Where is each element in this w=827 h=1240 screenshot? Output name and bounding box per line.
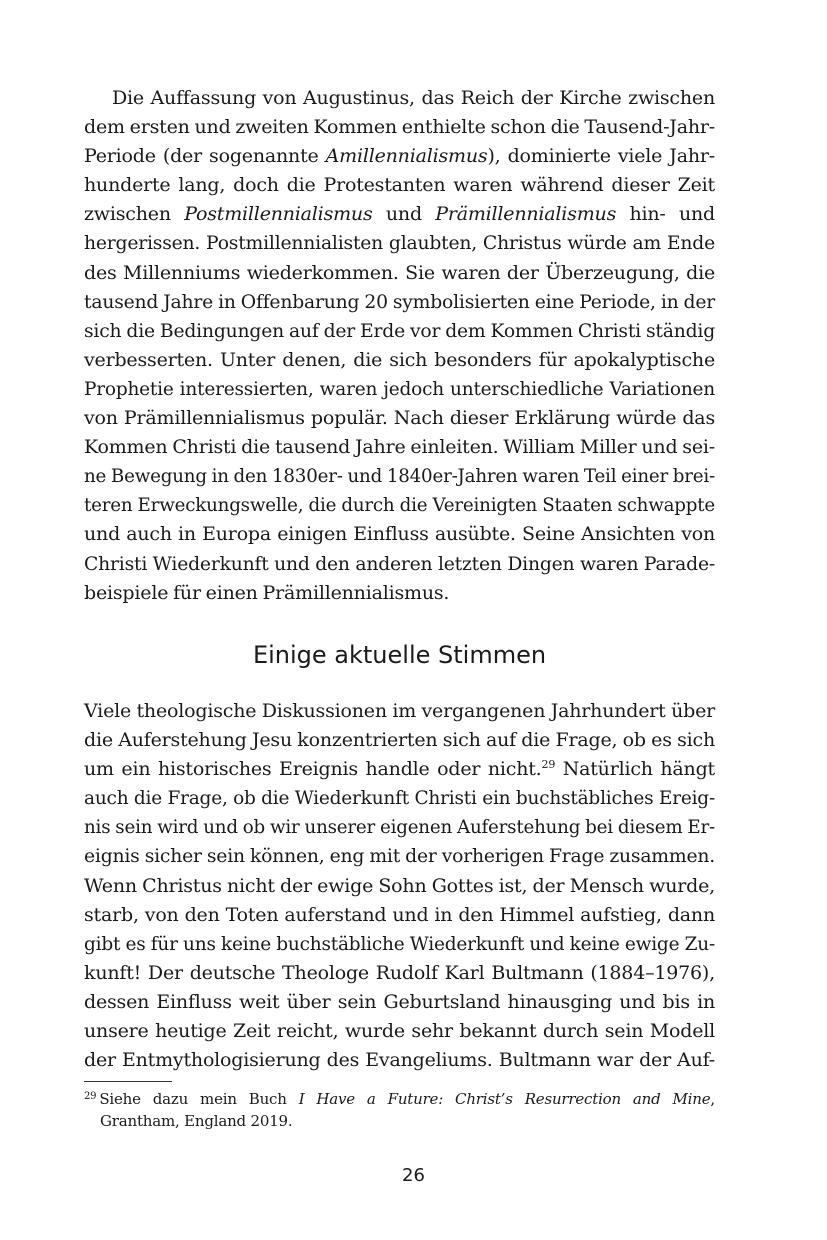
text-line: Prophetie interessierten, waren jedoch unterschiedliche Variationen [84,378,715,400]
text-line: Christi Wiederkunft und den anderen letzten Dingen waren Parade- [84,553,715,575]
text-line: Viele theologische Diskussionen im vergangenen Jahrhundert über [84,700,715,722]
text-line: Kommen Christi die tausend Jahre einleiten. William Miller und sei- [84,436,715,459]
text-line: eignis sicher sein können, eng mit der vorherigen Frage zusammen. [84,846,715,868]
text-line: ne Bewegung in den 1830er- und 1840er-Jahren waren Teil einer brei- [84,466,715,488]
text-line: gibt es für uns keine buchstäbliche Wiederkunft und keine ewige Zu- [84,933,715,955]
text-line: tausend Jahre in Offenbarung 20 symbolisierten eine Periode, in der [84,291,715,313]
footnote-divider [84,1081,172,1082]
footnote-reference[interactable]: 29 [541,758,556,772]
footnote [84,1088,715,1132]
text-line: unsere heutige Zeit reicht, wurde sehr bekannt durch sein Modell [84,1020,715,1043]
text-line: teren Erweckungswelle, die durch die Vereinigten Staaten schwappte [84,495,715,517]
text-line: von Prämillennialismus populär. Nach dieser Erklärung würde das [84,407,715,430]
paragraph-augustinus [84,84,715,608]
text-line: Periode (der sogenannte Amillennialismus), dominierte viele Jahr- [84,145,715,168]
text-line: und auch in Europa einigen Einfluss ausübte. Seine Ansichten von [84,523,715,546]
text-line: der Entmythologisierung des Evangeliums. Bultmann war der Auf- [84,1049,715,1072]
text-line: zwischen Postmillennialismus und Prämillennialismus hin- und [84,203,716,226]
text-line: des Millenniums wiederkommen. Sie waren der Überzeugung, die [84,261,715,284]
term-postmillennialismus: Postmillennialismus [184,203,373,226]
page-number: 26 [402,1165,425,1186]
term-amillennialismus: Amillennialismus [325,145,488,168]
text-line: um ein historisches Ereignis handle oder nicht.$^{29}$ Natürlich hängt [84,758,715,781]
text-line: hunderte lang, doch die Protestanten waren während dieser Zeit [84,174,715,197]
footnote-number: 29 [84,1091,97,1102]
text-line: die Auferstehung Jesu konzentrierten sich auf die Frage, ob es sich [84,729,715,752]
text-line: nis sein wird und ob wir unserer eigenen Auferstehung bei diesem Er- [84,817,715,839]
text-line: verbesserten. Unter denen, die sich besonders für apokalyptische [84,348,715,371]
text-line: Die Auffassung von Augustinus, das Reich der Kirche zwischen [112,87,715,109]
footnote-line: $^{29}$ Siehe dazu mein Buch I Have a Future: Christ’s Resurrection and Mine, [84,1090,715,1108]
text-line: beispiele für einen Prämillennialismus. [84,581,450,604]
text-line: starb, von den Toten auferstand und in den Himmel aufstieg, dann [84,903,715,926]
paragraph-stimmen [84,697,715,1075]
section-heading: Einige aktuelle Stimmen [252,641,547,669]
text-line: Wenn Christus nicht der ewige Sohn Gottes ist, der Mensch wurde, [84,874,715,897]
text-line: sich die Bedingungen auf der Erde vor dem Kommen Christi ständig [84,320,715,342]
text-line: auch die Frage, ob die Wiederkunft Christi ein buchstäbliches Ereig- [84,788,715,810]
term-praemillennialismus: Prämillennialismus [435,203,617,226]
footnote-line: Grantham, England 2019. [100,1112,293,1130]
text-line: kunft! Der deutsche Theologe Rudolf Karl Bultmann (1884–1976), [84,961,715,984]
text-line: hergerissen. Postmillennialisten glaubten, Christus würde am Ende [84,233,715,255]
text-line: dessen Einfluss weit über sein Geburtsland hinausging und bis in [84,990,715,1013]
footnote-book-title: I Have a Future: Christ’s Resurrection and Mine [298,1090,711,1108]
text-line: dem ersten und zweiten Kommen enthielte schon die Tausend-Jahr- [84,116,715,139]
